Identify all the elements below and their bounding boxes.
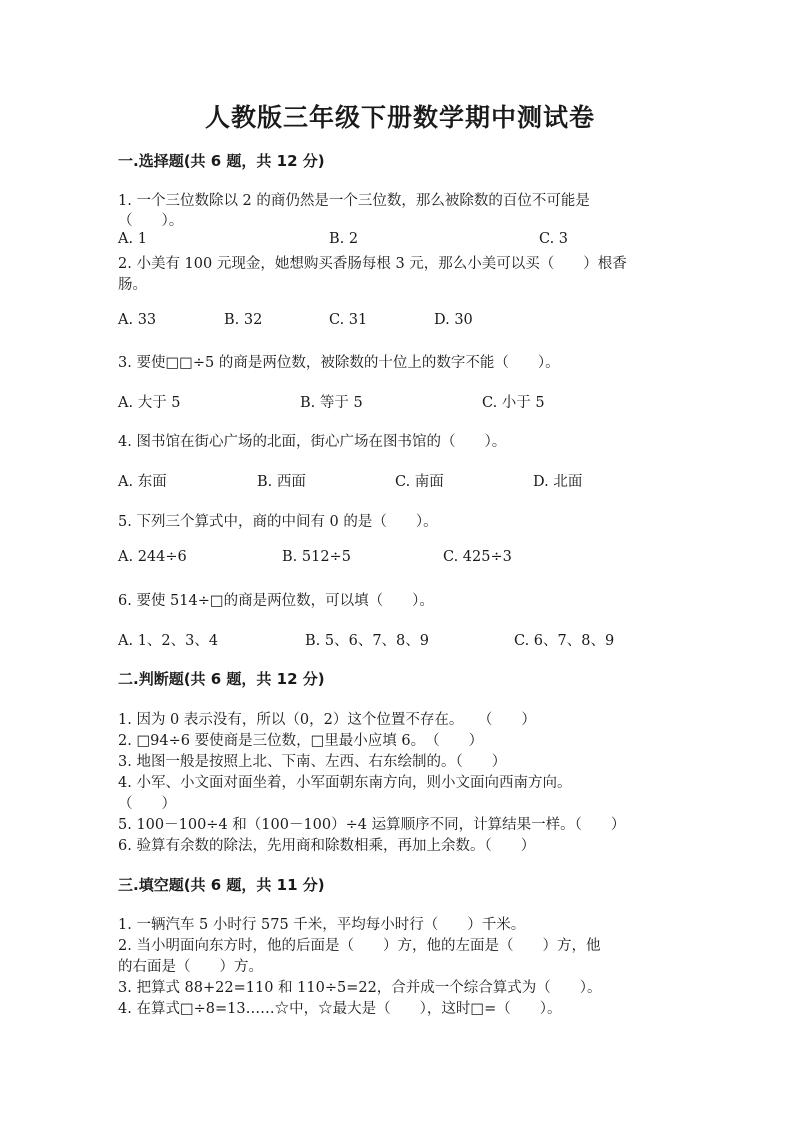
section-heading-judge: 二.判断题(共 6 题，共 12 分) (118, 670, 325, 688)
question-4-text: 4. 图书馆在街心广场的北面，街心广场在图书馆的（ ）。 (118, 434, 507, 450)
question-2-option-b: B. 32 (224, 312, 263, 328)
question-6-option-b: B. 5、6、7、8、9 (305, 633, 430, 649)
question-2-option-d: D. 30 (434, 312, 473, 328)
question-5-option-a: A. 244÷6 (118, 549, 187, 565)
question-5-option-c: C. 425÷3 (443, 549, 512, 565)
section-heading-fill: 三.填空题(共 6 题，共 11 分) (118, 876, 325, 894)
question-6-option-a: A. 1、2、3、4 (118, 633, 219, 649)
judge-item-6: 6. 验算有余数的除法，先用商和除数相乘，再加上余数。（ ） (118, 838, 536, 854)
question-1-option-a: A. 1 (118, 231, 147, 247)
question-1-option-c: C. 3 (539, 231, 569, 247)
judge-item-4: 4. 小军、小文面对面坐着，小军面朝东南方向，则小文面向西南方向。 (118, 775, 572, 791)
fill-item-3: 3. 把算式 88+22=110 和 110÷5=22，合并成一个综合算式为（ ）。 (118, 980, 602, 996)
question-4-option-c: C. 南面 (395, 474, 444, 490)
question-2-text-continued: 肠。 (118, 277, 147, 293)
question-4-option-a: A. 东面 (118, 474, 167, 490)
question-4-option-d: D. 北面 (533, 474, 583, 490)
question-2-option-a: A. 33 (118, 312, 157, 328)
judge-item-1: 1. 因为 0 表示没有，所以（0，2）这个位置不存在。 （ ） (118, 712, 536, 728)
question-3-option-b: B. 等于 5 (300, 395, 363, 411)
question-6-option-c: C. 6、7、8、9 (514, 633, 615, 649)
question-1-option-b: B. 2 (329, 231, 359, 247)
fill-item-4: 4. 在算式□÷8=13……☆中，☆最大是（ ），这时□=（ ）。 (118, 1001, 562, 1017)
fill-item-1: 1. 一辆汽车 5 小时行 575 千米，平均每小时行（ ）千米。 (118, 917, 526, 933)
question-3-text: 3. 要使□□÷5 的商是两位数，被除数的十位上的数字不能（ ）。 (118, 355, 560, 371)
section-heading-choice: 一.选择题(共 6 题，共 12 分) (118, 152, 325, 170)
question-5-text: 5. 下列三个算式中，商的中间有 0 的是（ ）。 (118, 514, 438, 530)
page-title: 人教版三年级下册数学期中测试卷 (204, 103, 595, 132)
question-2-text: 2. 小美有 100 元现金，她想购买香肠每根 3 元，那么小美可以买（ ）根香 (118, 256, 627, 272)
question-1-text-continued: （ ）。 (118, 213, 184, 229)
question-3-option-a: A. 大于 5 (118, 395, 181, 411)
question-4-option-b: B. 西面 (257, 474, 306, 490)
question-3-option-c: C. 小于 5 (482, 395, 545, 411)
fill-item-2: 2. 当小明面向东方时，他的后面是（ ）方，他的左面是（ ）方，他 (118, 938, 601, 954)
judge-item-2: 2. □94÷6 要使商是三位数，□里最小应填 6。 （ ） (118, 733, 484, 749)
question-1-text: 1. 一个三位数除以 2 的商仍然是一个三位数，那么被除数的百位不可能是 (118, 193, 590, 209)
question-2-option-c: C. 31 (329, 312, 368, 328)
fill-item-2-continued: 的右面是（ ）方。 (118, 959, 263, 975)
question-5-option-b: B. 512÷5 (282, 549, 351, 565)
judge-item-3: 3. 地图一般是按照上北、下南、左西、右东绘制的。（ ） (118, 754, 507, 770)
question-6-text: 6. 要使 514÷□的商是两位数，可以填（ ）。 (118, 593, 434, 609)
judge-item-5: 5. 100－100÷4 和（100－100）÷4 运算顺序不同，计算结果一样。（ ） (118, 817, 626, 833)
judge-item-4-continued: （ ） (118, 796, 176, 812)
